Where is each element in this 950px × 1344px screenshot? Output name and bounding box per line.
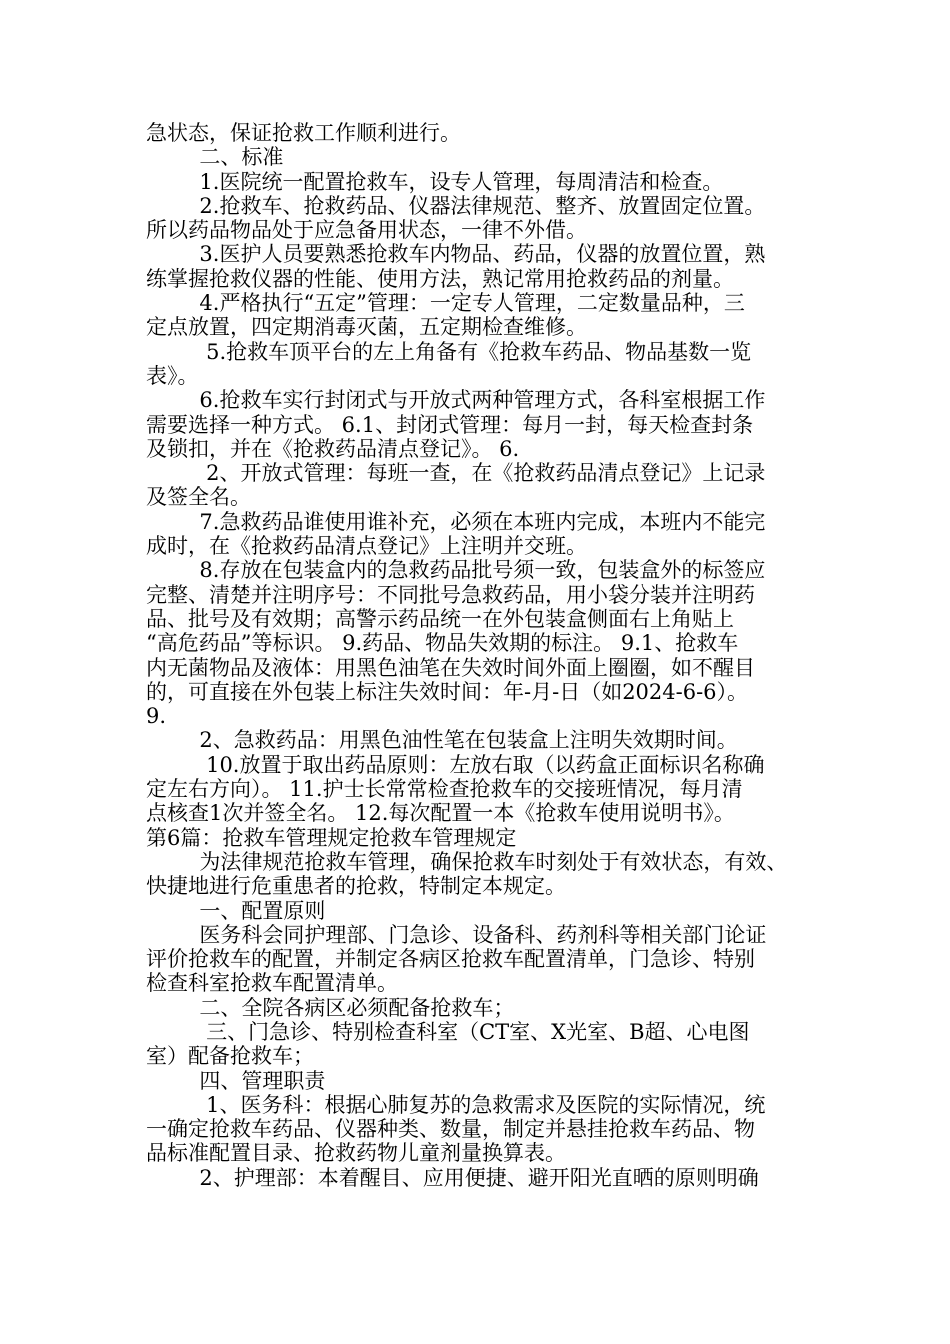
text-line: 三、门急诊、特别检查科室（CT室、X光室、B超、心电图 [146, 1019, 750, 1044]
text-line: 7.急救药品谁使用谁补充，必须在本班内完成，本班内不能完 [146, 509, 766, 534]
text-line: 所以药品物品处于应急备用状态，一律不外借。 [146, 218, 587, 243]
text-line: 表》。 [146, 363, 199, 388]
chapter-title: 第6篇：抢救车管理规定抢救车管理规定 [146, 825, 517, 850]
text-line: 1.医院统一配置抢救车，设专人管理，每周清洁和检查。 [146, 169, 724, 194]
text-line: 3.医护人员要熟悉抢救车内物品、药品，仪器的放置位置，熟 [146, 242, 766, 267]
text-line: 一确定抢救车药品、仪器种类、数量，制定并悬挂抢救车药品、物 [146, 1117, 755, 1142]
text-line: 2、护理部：本着醒目、应用便捷、避开阳光直晒的原则明确 [146, 1165, 759, 1190]
text-line: 完整、清楚并注明序号：不同批号急救药品，用小袋分装并注明药 [146, 582, 755, 607]
text-line: 为法律规范抢救车管理，确保抢救车时刻处于有效状态，有效、 [146, 849, 788, 874]
text-line: 成时，在《抢救药品清点登记》上注明并交班。 [146, 534, 587, 559]
text-line: 2、急救药品：用黑色油性笔在包装盒上注明失效期时间。 [146, 728, 738, 753]
text-line: 6.抢救车实行封闭式与开放式两种管理方式，各科室根据工作 [146, 388, 766, 413]
text-line: 急状态，保证抢救工作顺利进行。 [146, 121, 461, 145]
text-line: 定点放置，四定期消毒灭菌，五定期检查维修。 [146, 315, 587, 340]
text-line: 2、开放式管理：每班一查，在《抢救药品清点登记》上记录 [146, 461, 766, 486]
document-body [146, 121, 811, 1190]
text-line: 8.存放在包装盒内的急救药品批号须一致，包装盒外的标签应 [146, 558, 766, 583]
text-line: 品标准配置目录、抢救药物儿童剂量换算表。 [146, 1141, 566, 1166]
text-line: 2.抢救车、抢救药品、仪器法律规范、整齐、放置固定位置。 [146, 193, 766, 218]
text-line: 1、医务科：根据心肺复苏的急救需求及医院的实际情况，统 [146, 1092, 766, 1117]
text-line: 的，可直接在外包装上标注失效时间：年-月-日（如2024-6-6）。 [146, 679, 749, 704]
section-heading: 二、标准 [146, 145, 284, 170]
text-line: 点核查1次并签全名。 12.每次配置一本《抢救车使用说明书》。 [146, 801, 735, 826]
text-line: 品、批号及有效期；高警示药品统一在外包装盒侧面右上角贴上 [146, 606, 734, 631]
text-line: 及签全名。 [146, 485, 251, 510]
text-line: 评价抢救车的配置，并制定各病区抢救车配置清单，门急诊、特别 [146, 947, 755, 972]
text-line: 需要选择一种方式。 6.1、封闭式管理：每月一封，每天检查封条 [146, 412, 754, 437]
text-line: 练掌握抢救仪器的性能、使用方法，熟记常用抢救药品的剂量。 [146, 266, 734, 291]
text-line: 5.抢救车顶平台的左上角备有《抢救车药品、物品基数一览 [146, 339, 752, 364]
text-line: 内无菌物品及液体：用黑色油笔在失效时间外面上圈圈，如不醒目 [146, 655, 755, 680]
text-line: 快捷地进行危重患者的抢救，特制定本规定。 [146, 874, 566, 899]
text-line: 检查科室抢救车配置清单。 [146, 971, 398, 996]
text-line: 9. [146, 704, 167, 729]
text-line: “高危药品”等标识。 9.药品、物品失效期的标注。 9.1、抢救车 [146, 631, 739, 656]
text-line: 10.放置于取出药品原则：左放右取（以药盒正面标识名称确 [146, 752, 765, 777]
text-line: 定左右方向）。 11.护士长常常检查抢救车的交接班情况，每月清 [146, 777, 743, 802]
text-line: 医务科会同护理部、门急诊、设备科、药剂科等相关部门论证 [146, 922, 767, 947]
text-line: 及锁扣，并在《抢救药品清点登记》。 6. [146, 436, 520, 461]
text-line: 室）配备抢救车； [146, 1044, 314, 1069]
section-heading: 一、配置原则 [146, 898, 326, 923]
text-line: 4.严格执行“五定”管理：一定专人管理，二定数量品种，三 [146, 291, 745, 316]
text-line: 二、全院各病区必须配备抢救车； [146, 995, 515, 1020]
section-heading: 四、管理职责 [146, 1068, 326, 1093]
